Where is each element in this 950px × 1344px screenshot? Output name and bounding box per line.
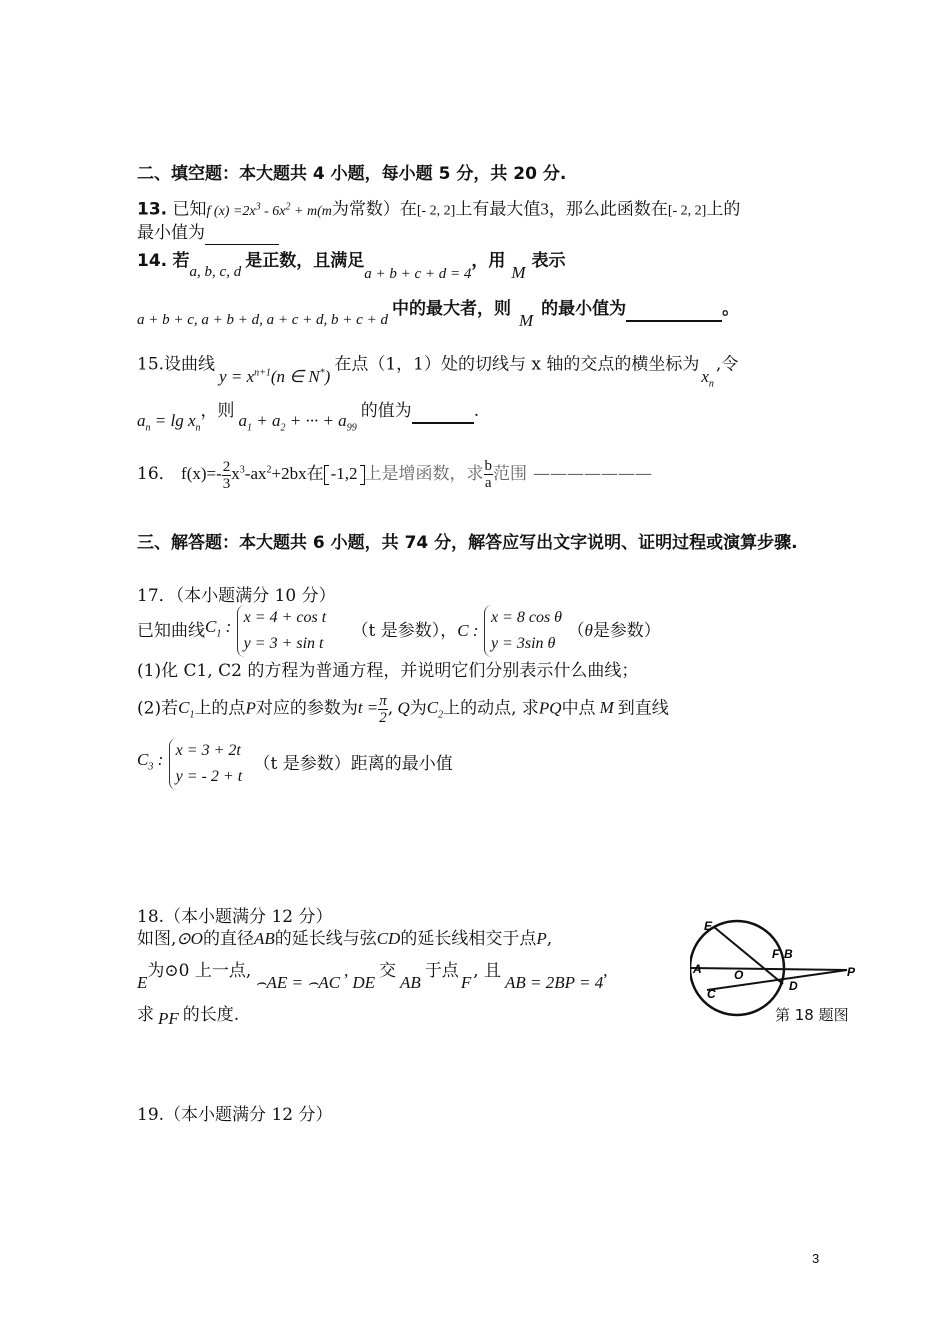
q14-text-d: 表示 bbox=[531, 251, 566, 271]
q15-text-a: 设曲线 bbox=[164, 354, 216, 375]
q17-theta: θ bbox=[584, 621, 593, 640]
question-18-line-3 bbox=[137, 1004, 239, 1026]
q18-label-O: O bbox=[734, 968, 744, 982]
q18-AB-2: AB bbox=[400, 973, 421, 992]
question-14-line-2 bbox=[137, 298, 740, 330]
q13-answer-blank[interactable] bbox=[205, 222, 279, 245]
q14-M-2: M bbox=[518, 311, 534, 330]
q15-curve-formula: $y = x^{n+1}(n$ ∈ N*) bbox=[219, 366, 331, 386]
question-15-number: 15. bbox=[137, 354, 165, 375]
q18-figure-caption: 第 18 题图 bbox=[775, 1006, 849, 1024]
q18-text-a: 如图, bbox=[137, 929, 177, 949]
q15-sum: $a_1 + a_2$ + ··· + $a_{99}$ bbox=[238, 411, 357, 434]
q16-text-b: 范围 bbox=[493, 464, 528, 484]
question-13-line-1 bbox=[137, 196, 740, 223]
q17-p2-text-h: 到直线 bbox=[617, 698, 669, 719]
q17-p2-text-d: , bbox=[387, 698, 394, 719]
question-15-line-2 bbox=[137, 400, 480, 434]
q17-text-d: 是参数） bbox=[592, 621, 661, 641]
question-19-heading: 19.（本小题满分 12 分） bbox=[137, 1105, 333, 1125]
q18-CD: CD bbox=[376, 929, 401, 948]
question-14-number: 14. bbox=[137, 251, 168, 271]
question-18-line-1 bbox=[137, 928, 552, 950]
q18-label-P: P bbox=[847, 965, 856, 979]
q17-c2-ref: $C_2$ bbox=[426, 698, 444, 721]
q18-AB: AB bbox=[253, 929, 275, 948]
q17-point-P: P bbox=[245, 698, 256, 718]
q14-M: M bbox=[511, 263, 526, 282]
q18-F: F bbox=[460, 973, 472, 992]
section-2-heading: 二、填空题：本大题共 4 小题，每小题 5 分，共 20 分. bbox=[137, 164, 567, 184]
q17-p2-text-g: 中点 bbox=[561, 698, 596, 719]
q18-label-E: E bbox=[704, 919, 713, 933]
question-18-heading: 18.（本小题满分 12 分） bbox=[137, 907, 333, 927]
q17-c1-ref: $C_1$ bbox=[178, 698, 195, 721]
q13-interval-2: [- 2, 2] bbox=[667, 203, 707, 219]
q18-label-B: B bbox=[784, 947, 793, 961]
q16-function-formula: f(x)=- $\frac{2}{3}$ $x^3-ax^2+2bx$在 -1,2 bbox=[181, 464, 364, 483]
q17-t-value: t = $\frac{\pi}{2}$ bbox=[357, 693, 387, 726]
question-14-line-1 bbox=[137, 250, 566, 282]
q18-arc-equation: ⌢AE = ⌢AC bbox=[255, 973, 341, 992]
q17-p2-text-f: 上的动点, 求 bbox=[443, 698, 539, 719]
q18-P: P bbox=[536, 929, 547, 948]
q18-geometry-figure bbox=[690, 910, 870, 1050]
q18-length-equation: AB = 2BP = 4 bbox=[505, 973, 604, 992]
q18-PF: PF bbox=[158, 1009, 179, 1028]
q18-E: E bbox=[137, 973, 148, 992]
q18-label-D: D bbox=[789, 979, 798, 993]
q17-text-b: （t 是参数）， bbox=[351, 621, 458, 641]
q17-c-label: C : bbox=[457, 621, 479, 640]
q14-text-b: 是正数，且满足 bbox=[245, 251, 365, 271]
q18-text-j: 求 bbox=[137, 1005, 154, 1025]
q14-sums: a + b + c, a + b + d, a + c + d, b + c + d bbox=[137, 312, 388, 328]
q16-text-a: 上是增函数，求 bbox=[364, 464, 484, 484]
q13-function-formula: f $(x) =2x^3 - 6x^2 + m(m$ bbox=[206, 201, 332, 219]
question-17-part-2 bbox=[137, 693, 669, 733]
q14-answer-blank[interactable] bbox=[626, 298, 722, 322]
q18-text-i: , 且 bbox=[473, 961, 502, 981]
q15-text-f: . bbox=[473, 401, 480, 421]
q15-xn: $x_n$ bbox=[701, 366, 714, 390]
q18-text-e: , bbox=[546, 929, 553, 949]
q18-text-c: 的延长线与弦 bbox=[274, 929, 377, 949]
q17-p2-text-e: 为 bbox=[409, 698, 427, 719]
q15-text-d: ，则 bbox=[200, 401, 235, 421]
q16-fraction-b-over-a: $\frac{b}{a}$ bbox=[484, 458, 493, 491]
q17-c1-system: x = 4 + cos t y = 3 + sin t bbox=[237, 605, 326, 657]
q13-text-a: 已知 bbox=[172, 199, 207, 220]
question-17-line-c3 bbox=[137, 738, 453, 794]
q18-label-C: C bbox=[707, 987, 716, 1001]
q17-c2-system: x = 8 cos θ y = 3sin θ bbox=[484, 605, 562, 657]
q13-max-value: 3 bbox=[540, 199, 549, 219]
question-15-line-1 bbox=[137, 350, 739, 390]
q17-p2-text-c: 对应的参数为 bbox=[255, 698, 358, 719]
page-number: 3 bbox=[812, 1251, 820, 1266]
question-16-number: 16． bbox=[137, 464, 176, 484]
q14-vars: a, b, c, d bbox=[189, 264, 242, 280]
question-17-heading: 17．（本小题满分 10 分） bbox=[137, 586, 336, 606]
q14-text-a: 若 bbox=[172, 251, 190, 271]
q18-text-b: 的直径 bbox=[202, 929, 254, 949]
question-13-number: 13. bbox=[137, 199, 168, 220]
q17-p2-text-a: (2)若 bbox=[137, 698, 179, 719]
q17-c3-label: $C_3$ : bbox=[137, 750, 164, 773]
q17-c1-label: $C_1$ : bbox=[205, 617, 232, 640]
q13-text-c: 上有最大值 bbox=[455, 199, 541, 220]
q17-p2-text-b: 上的点 bbox=[194, 698, 246, 719]
q14-text-g: 。 bbox=[722, 299, 740, 319]
q13-text-d: ，那么此函数在 bbox=[548, 199, 668, 220]
q17-text-a: 已知曲线 bbox=[137, 621, 205, 641]
q15-an-def: $a_n = \lg x_n$ bbox=[137, 411, 201, 434]
q17-point-Q: Q bbox=[393, 698, 410, 718]
q13-text-e: 上的 bbox=[706, 199, 741, 220]
q18-circle-O: ⊙O bbox=[176, 929, 203, 948]
section-3-heading: 三、解答题：本大题共 6 小题，共 74 分，解答应写出文字说明、证明过程或演算步骤. bbox=[137, 533, 798, 553]
q18-line-AP bbox=[690, 968, 847, 970]
q14-condition: a + b + c + d = 4 bbox=[364, 266, 472, 282]
q13-interval: [- 2, 2] bbox=[416, 203, 456, 219]
q18-text-k: 的长度. bbox=[182, 1005, 240, 1025]
question-16 bbox=[137, 458, 652, 492]
q15-text-e: 的值为 bbox=[360, 401, 412, 421]
q17-text-p3: （t 是参数）距离的最小值 bbox=[253, 754, 453, 774]
question-18-line-2: E为⊙0 上一点,⌢AE = ⌢AC,DE交AB于点F, 且AB = 2BP = 4, bbox=[137, 961, 608, 992]
q13-text-b: 为常数）在 bbox=[331, 199, 417, 220]
q14-text-e: 中的最大者，则 bbox=[391, 299, 511, 319]
q13-text-min: 最小值为 bbox=[137, 223, 205, 243]
q17-point-M: M bbox=[599, 698, 614, 718]
q14-text-f: 的最小值为 bbox=[541, 299, 627, 319]
question-17-curves bbox=[137, 605, 661, 661]
q18-label-F: F bbox=[772, 947, 780, 961]
q18-label-A: A bbox=[693, 962, 702, 976]
q18-text-d: 的延长线相交于点 bbox=[400, 929, 537, 949]
q15-text-c: ,令 bbox=[715, 354, 739, 375]
question-13-line-2 bbox=[137, 222, 279, 245]
q15-text-b: 在点（1，1）处的切线与 x 轴的交点的横坐标为 bbox=[334, 354, 700, 375]
q14-text-c: ，用 bbox=[471, 251, 506, 271]
q18-text-g: 交 bbox=[379, 961, 397, 981]
q17-c3-system: x = 3 + 2t y = - 2 + t bbox=[169, 738, 242, 790]
q18-text-h: 于点 bbox=[424, 961, 459, 981]
q17-text-c: （ bbox=[567, 621, 585, 641]
q16-answer-dashes[interactable]: ——————— bbox=[533, 464, 653, 484]
q18-DE: DE bbox=[352, 973, 376, 992]
question-17-part-1: (1)化 C1, C2 的方程为普通方程，并说明它们分别表示什么曲线； bbox=[137, 661, 639, 681]
q18-text-f: 为⊙0 上一点, bbox=[147, 961, 252, 981]
q17-segment-PQ: PQ bbox=[538, 698, 562, 718]
q15-answer-blank[interactable] bbox=[412, 400, 474, 424]
